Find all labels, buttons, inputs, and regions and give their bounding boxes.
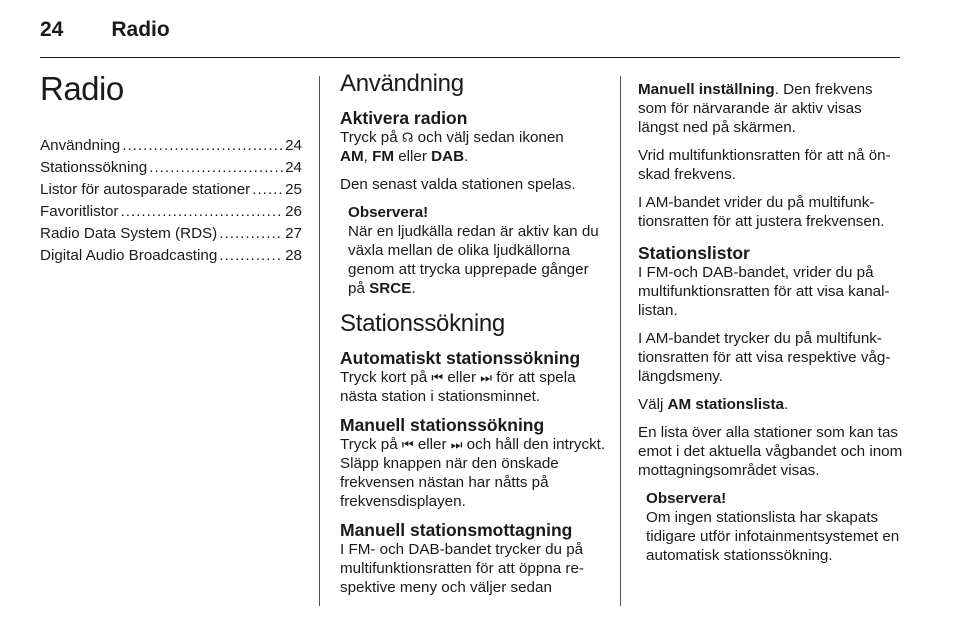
section-heading-usage: Användning — [340, 70, 464, 97]
paragraph-am-band: I AM-bandet vrider du på multifunktionsratten för att justera frekvensen. — [638, 194, 885, 230]
toc-entry[interactable] — [40, 180, 302, 199]
toc-entry-page: 27 — [285, 225, 302, 242]
subheading-manual-search: Manuell stationssökning — [340, 415, 545, 435]
paragraph-manual-reception: I FM- och DAB-bandet trycker du på multifunktionsratten för att öppna respektive meny och väljer sedan — [340, 541, 584, 596]
paragraph-manual-setting: Manuell inställning. Den frekvens som för närvarande är aktiv visas längst ned på skärmen. — [638, 81, 873, 136]
paragraph-am-menu: I AM-bandet trycker du på multifunktionsratten för att visa respektive våglängdsmeny. — [638, 330, 891, 385]
toc-leader-dots — [120, 202, 283, 221]
toc-entry-page: 25 — [285, 181, 302, 198]
toc-entry[interactable] — [40, 158, 302, 177]
toc-entry[interactable] — [40, 136, 302, 155]
toc-entry[interactable] — [40, 224, 302, 243]
toc-entry-page: 24 — [285, 159, 302, 176]
toc-entry-page: 26 — [285, 203, 302, 220]
toc-entry[interactable] — [40, 246, 302, 265]
section-heading-search: Stationssökning — [340, 310, 505, 337]
toc-entry-page: 28 — [285, 247, 302, 264]
toc-entry-label: Stationssökning — [40, 159, 148, 176]
column-divider-1 — [319, 76, 320, 606]
paragraph-choose-list: Välj AM stationslista. — [638, 396, 789, 413]
toc-entry-label: Användning — [40, 137, 121, 154]
note-box-1: Observera! När en ljudkälla redan är aktiv kan du växla mellan de olika ljudkällorna genom att trycka upprepade gånger på SRCE. — [348, 203, 606, 298]
paragraph-auto-search: Tryck kort på ⏮ eller ⏭ för att spela nästa station i stationsminnet. — [340, 369, 576, 405]
subheading-auto-search: Automatiskt stationssökning — [340, 348, 581, 368]
toc-entry-label: Favoritlistor — [40, 203, 119, 220]
note-title: Observera! — [348, 204, 429, 221]
toc-entry-label: Radio Data System (RDS) — [40, 225, 218, 242]
toc-leader-dots — [252, 180, 283, 199]
toc-entry[interactable] — [40, 202, 302, 221]
toc-column — [40, 70, 302, 268]
source-icon: ☊ — [401, 130, 414, 145]
page-header — [40, 18, 170, 42]
paragraph-last-station: Den senast valda stationen spelas. — [340, 176, 576, 193]
toc-entry-page: 24 — [285, 137, 302, 154]
paragraph-list-description: En lista över alla stationer som kan tas emot i det aktuella vågbandet och inom mottagningsområdet visas. — [638, 424, 903, 479]
paragraph-manual-search: Tryck på ⏮ eller ⏭ och håll den intryckt. Släpp knappen när den önskade frekvensen nästan har nåtts på frekvensdisplayen. — [340, 436, 606, 510]
content-column-2 — [340, 70, 606, 606]
toc-entry-label: Digital Audio Broadcasting — [40, 247, 218, 264]
subheading-manual-reception: Manuell stationsmottagning — [340, 520, 573, 540]
previous-track-icon: ⏮ — [401, 437, 414, 452]
paragraph-turn-knob: Vrid multifunktionsratten för att nå önskad frekvens. — [638, 147, 891, 183]
header-rule — [40, 57, 900, 58]
subheading-activate: Aktivera radion — [340, 108, 468, 128]
toc-leader-dots — [149, 158, 283, 177]
previous-track-icon: ⏮ — [431, 370, 444, 385]
subheading-station-lists: Stationslistor — [638, 243, 750, 263]
toc-leader-dots — [219, 224, 283, 243]
content-column-3 — [638, 80, 904, 575]
next-track-icon: ⏭ — [480, 370, 492, 385]
note-title: Observera! — [646, 490, 727, 507]
toc-list — [40, 136, 302, 265]
chapter-title: Radio — [111, 18, 170, 41]
page-number: 24 — [40, 18, 64, 41]
toc-title: Radio — [40, 70, 124, 107]
toc-entry-label: Listor för autosparade stationer — [40, 181, 251, 198]
toc-leader-dots — [122, 136, 283, 155]
paragraph-activate: Tryck på ☊ och välj sedan ikonen AM, FM eller DAB. — [340, 129, 564, 165]
next-track-icon: ⏭ — [450, 437, 463, 452]
paragraph-fm-dab-list: I FM-och DAB-bandet, vrider du på multifunktionsratten för att visa kanallistan. — [638, 264, 890, 319]
toc-leader-dots — [219, 246, 283, 265]
note-box-2: Observera! Om ingen stationslista har skapats tidigare utför infotainmentsystemet en automatisk stationssökning. — [646, 489, 904, 565]
column-divider-2 — [620, 76, 621, 606]
